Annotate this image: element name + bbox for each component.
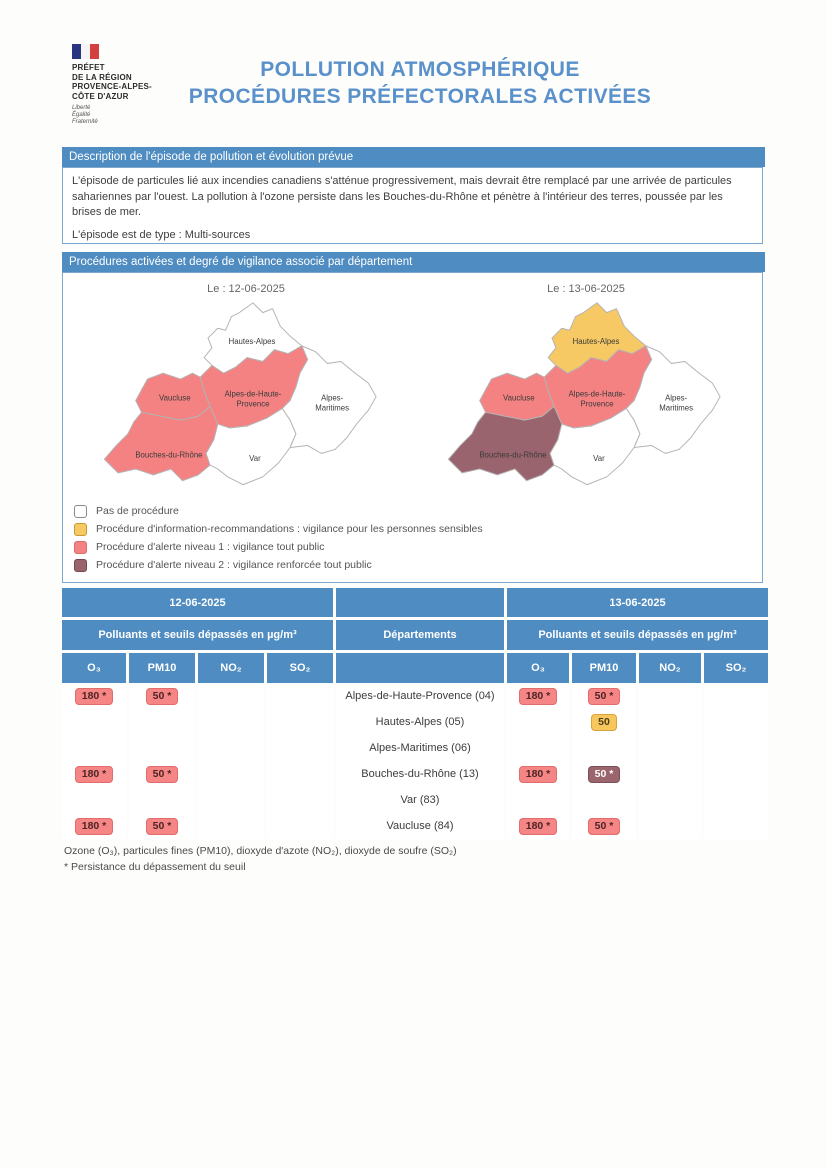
- table-pollutants-header-left: Polluants et seuils dépassés en µg/m³: [62, 620, 333, 650]
- page-title: [95, 56, 745, 110]
- threshold-chip: 50 *: [588, 818, 621, 835]
- description-box: [62, 167, 763, 244]
- title-line-2: PROCÉDURES PRÉFECTORALES ACTIVÉES: [188, 85, 652, 108]
- col-header-so2-left: SO₂: [267, 653, 333, 683]
- cell-so2-left: [267, 813, 333, 839]
- map-label-am-2: Maritimes: [315, 403, 350, 413]
- cell-pm10-right: [572, 761, 636, 787]
- table-date-right: 13-06-2025: [507, 588, 768, 617]
- cell-o3-left: [62, 787, 126, 813]
- threshold-chip: 50 *: [146, 766, 179, 783]
- legend-swatch-alert2: [74, 559, 87, 572]
- cell-no2-left: [198, 683, 264, 709]
- legend-label: Pas de procédure: [96, 505, 179, 517]
- procedures-box: [62, 272, 763, 583]
- map-date-left: Le : 12-06-2025: [207, 283, 285, 295]
- logo-line: PRÉFET: [72, 63, 105, 72]
- cell-o3-right: [507, 761, 569, 787]
- cell-no2-left: [198, 735, 264, 761]
- cell-o3-right: [507, 709, 569, 735]
- cell-so2-left: [267, 709, 333, 735]
- logo-motto: Liberté Égalité Fraternité: [72, 105, 98, 125]
- legend-label: Procédure d'information-recommandations : vigilance pour les personnes sensibles: [96, 523, 483, 535]
- threshold-chip: 50 *: [146, 688, 179, 705]
- map-label-adhp-2: Provence: [236, 399, 270, 409]
- threshold-chip: 50: [591, 714, 617, 731]
- map-label-adhp-2: Provence: [580, 399, 614, 409]
- cell-pm10-left: [129, 761, 195, 787]
- cell-pm10-right: [572, 709, 636, 735]
- dept-name: Alpes-Maritimes (06): [336, 735, 504, 761]
- title-line-1: POLLUTION ATMOSPHÉRIQUE: [260, 58, 580, 81]
- table-departements-header: Départements: [336, 620, 504, 650]
- cell-o3-left: [62, 813, 126, 839]
- cell-o3-left: [62, 735, 126, 761]
- cell-pm10-left: [129, 813, 195, 839]
- col-header-no2-left: NO₂: [198, 653, 264, 683]
- cell-so2-right: [704, 761, 768, 787]
- map-paca-right: [431, 297, 761, 512]
- map-label-var: Var: [593, 454, 605, 464]
- threshold-chip: 50 *: [146, 818, 179, 835]
- cell-pm10-right: [572, 813, 636, 839]
- table-header-spacer: [336, 653, 504, 683]
- footnote-pollutants: Ozone (O₃), particules fines (PM10), dioxyde d'azote (NO₂), dioxyde de soufre (SO₂): [64, 845, 457, 857]
- legend-item-alert1: [74, 538, 483, 556]
- map-label-bdr: Bouches-du-Rhône: [135, 450, 203, 460]
- cell-o3-left: [62, 761, 126, 787]
- map-label-hautes-alpes: Hautes-Alpes: [572, 336, 620, 346]
- cell-so2-left: [267, 787, 333, 813]
- map-label-am-1: Alpes-: [321, 393, 344, 403]
- legend-swatch-alert1: [74, 541, 87, 554]
- cell-o3-right: [507, 787, 569, 813]
- cell-so2-right: [704, 683, 768, 709]
- cell-o3-right: [507, 813, 569, 839]
- dept-name: Vaucluse (84): [336, 813, 504, 839]
- section-header-procedures: Procédures activées et degré de vigilance associé par département: [62, 252, 765, 272]
- threshold-chip: 50 *: [588, 766, 621, 783]
- logo-line: PROVENCE-ALPES-: [72, 82, 152, 91]
- cell-no2-left: [198, 709, 264, 735]
- map-paca-left: [87, 297, 417, 512]
- cell-o3-right: [507, 683, 569, 709]
- col-header-o3-right: O₃: [507, 653, 569, 683]
- threshold-chip: 180 *: [75, 766, 114, 783]
- map-label-hautes-alpes: Hautes-Alpes: [228, 336, 276, 346]
- cell-o3-left: [62, 683, 126, 709]
- legend-label: Procédure d'alerte niveau 2 : vigilance renforcée tout public: [96, 559, 372, 571]
- dept-name: Hautes-Alpes (05): [336, 709, 504, 735]
- map-label-adhp-1: Alpes-de-Haute-: [568, 389, 626, 399]
- cell-so2-right: [704, 787, 768, 813]
- legend-item-info: [74, 520, 483, 538]
- cell-so2-right: [704, 709, 768, 735]
- cell-pm10-right: [572, 683, 636, 709]
- cell-no2-right: [639, 735, 701, 761]
- pollution-table-body: [62, 683, 768, 839]
- map-region-bdr: [448, 406, 561, 480]
- cell-no2-left: [198, 787, 264, 813]
- threshold-chip: 180 *: [519, 818, 558, 835]
- cell-no2-right: [639, 683, 701, 709]
- map-label-adhp-1: Alpes-de-Haute-: [224, 389, 282, 399]
- map-label-vaucluse: Vaucluse: [159, 393, 191, 403]
- table-header-spacer: [336, 588, 504, 617]
- map-label-var: Var: [249, 454, 261, 464]
- cell-no2-right: [639, 813, 701, 839]
- threshold-chip: 180 *: [519, 688, 558, 705]
- cell-pm10-right: [572, 735, 636, 761]
- cell-pm10-right: [572, 787, 636, 813]
- map-label-am-1: Alpes-: [665, 393, 688, 403]
- col-header-o3-left: O₃: [62, 653, 126, 683]
- col-header-no2-right: NO₂: [639, 653, 701, 683]
- description-text: L'épisode de particules lié aux incendies canadiens s'atténue progressivement, mais devrait être remplacé par une arrivée de particules sahariennes par l'ouest. La pollution à l'ozone persiste dans les Bouches-du-Rhône et pénètre à l'intérieur des terres, poussée par les brises de mer.: [72, 175, 732, 219]
- cell-so2-right: [704, 735, 768, 761]
- cell-so2-left: [267, 735, 333, 761]
- pollution-table-header: [62, 588, 768, 683]
- cell-no2-right: [639, 709, 701, 735]
- col-header-so2-right: SO₂: [704, 653, 768, 683]
- cell-no2-left: [198, 813, 264, 839]
- cell-no2-right: [639, 761, 701, 787]
- legend-swatch-info: [74, 523, 87, 536]
- cell-pm10-left: [129, 735, 195, 761]
- cell-pm10-left: [129, 683, 195, 709]
- map-label-bdr: Bouches-du-Rhône: [479, 450, 547, 460]
- dept-name: Bouches-du-Rhône (13): [336, 761, 504, 787]
- dept-name: Var (83): [336, 787, 504, 813]
- legend-item-alert2: [74, 556, 483, 574]
- map-legend: [74, 502, 483, 574]
- legend-label: Procédure d'alerte niveau 1 : vigilance tout public: [96, 541, 325, 553]
- map-region-bdr: [104, 406, 217, 480]
- map-label-am-2: Maritimes: [659, 403, 694, 413]
- threshold-chip: 50 *: [588, 688, 621, 705]
- footnote-persistence: * Persistance du dépassement du seuil: [64, 861, 246, 873]
- cell-o3-left: [62, 709, 126, 735]
- col-header-pm10-right: PM10: [572, 653, 636, 683]
- cell-so2-right: [704, 813, 768, 839]
- logo-line: DE LA RÉGION: [72, 72, 132, 82]
- legend-item-none: [74, 502, 483, 520]
- threshold-chip: 180 *: [75, 688, 114, 705]
- table-date-left: 12-06-2025: [62, 588, 333, 617]
- cell-no2-right: [639, 787, 701, 813]
- map-date-right: Le : 13-06-2025: [547, 283, 625, 295]
- map-label-vaucluse: Vaucluse: [503, 393, 535, 403]
- table-pollutants-header-right: Polluants et seuils dépassés en µg/m³: [507, 620, 768, 650]
- dept-name: Alpes-de-Haute-Provence (04): [336, 683, 504, 709]
- cell-o3-right: [507, 735, 569, 761]
- episode-type-line: L'épisode est de type : Multi-sources: [72, 228, 251, 241]
- cell-so2-left: [267, 683, 333, 709]
- cell-pm10-left: [129, 709, 195, 735]
- threshold-chip: 180 *: [75, 818, 114, 835]
- legend-swatch-none: [74, 505, 87, 518]
- cell-no2-left: [198, 761, 264, 787]
- cell-pm10-left: [129, 787, 195, 813]
- cell-so2-left: [267, 761, 333, 787]
- section-header-description: Description de l'épisode de pollution et évolution prévue: [62, 147, 765, 167]
- threshold-chip: 180 *: [519, 766, 558, 783]
- logo-line: CÔTE D'AZUR: [72, 91, 129, 101]
- col-header-pm10-left: PM10: [129, 653, 195, 683]
